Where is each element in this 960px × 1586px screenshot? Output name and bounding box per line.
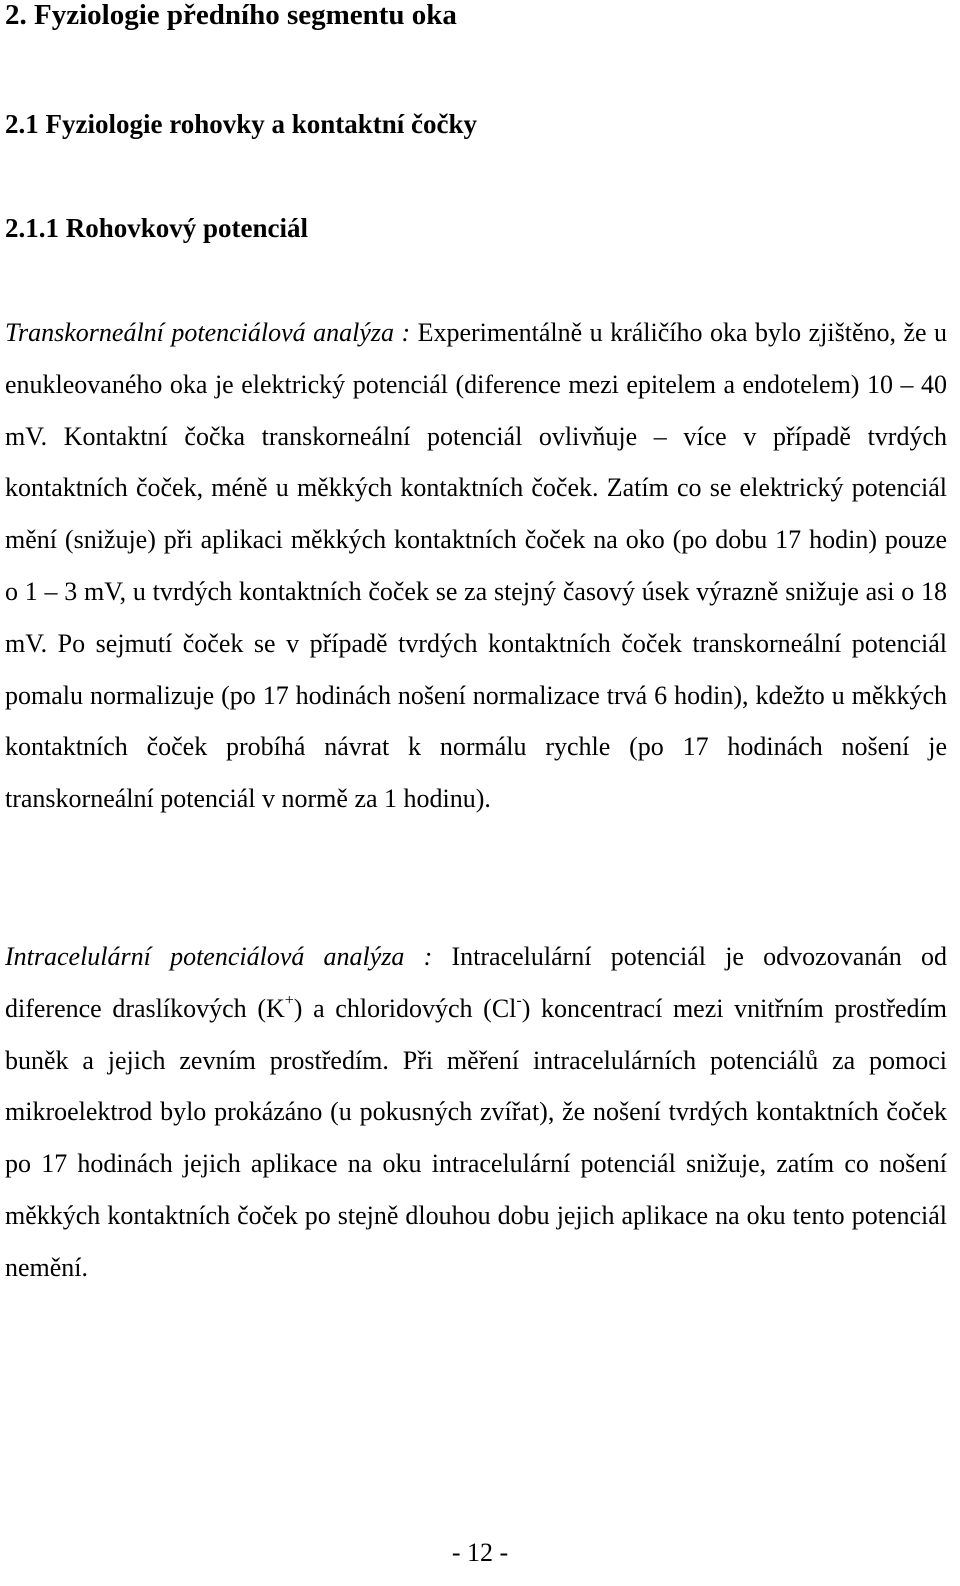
paragraph-text-part-a: Intracelulární potenciál je odvozovanán od diference draslíkových (K — [5, 942, 947, 1023]
paragraph-intracellular-potential — [5, 931, 947, 1294]
chloride-charge-superscript: - — [516, 991, 522, 1009]
potassium-charge-superscript: + — [284, 991, 294, 1009]
paragraph-text-part-b: ) a chloridových (Cl — [293, 993, 517, 1023]
page-number: - 12 - — [451, 1538, 509, 1567]
subsection-heading: 2.1.1 Rohovkový potenciál — [5, 213, 309, 243]
chapter-heading: 2. Fyziologie předního segmentu oka — [5, 0, 457, 31]
paragraph-text: Experimentálně u králičího oka bylo zjištěno, že u enukleovaného oka je elektrický potenciál (diference mezi epitelem a endotelem) 10 – 40 mV. Kontaktní čočka transkorneální potenciál ovlivňuje – více v případě tvrdých kontaktních čoček, méně u měkkých kontaktních čoček. Zatím co se elektrický potenciál mění (snižuje) při aplikaci měkkých kontaktních čoček na oko (po dobu 17 hodin) pouze o 1 – 3 mV, u tvrdých kontaktních čoček se za stejný časový úsek výrazně snižuje asi o 18 mV. Po sejmutí čoček se v případě tvrdých kontaktních čoček transkorneální potenciál pomalu normalizuje (po 17 hodinách nošení normalizace trvá 6 hodin), kdežto u měkkých kontaktních čoček probíhá návrat k normálu rychle (po 17 hodinách nošení je transkorneální potenciál v normě za 1 hodinu). — [5, 318, 948, 814]
paragraph-text-part-c: ) koncentrací mezi vnitřním prostředím buněk a jejich zevním prostředím. Při měření intracelulárních potenciálů za pomoci mikroelektrod bylo prokázáno (u pokusných zvířat), že nošení tvrdých kontaktních čoček po 17 hodinách jejich aplikace na oku intracelulární potenciál snižuje, zatím co nošení měkkých kontaktních čoček po stejně dlouhou dobu jejich aplikace na oku tento potenciál nemění. — [5, 993, 948, 1282]
term-intracellular-analysis: Intracelulární potenciálová analýza : — [5, 942, 433, 971]
section-heading: 2.1 Fyziologie rohovky a kontaktní čočky — [5, 109, 478, 139]
term-transcorneal-analysis: Transkorneální potenciálová analýza : — [5, 318, 411, 347]
paragraph-transcorneal-potential — [5, 307, 947, 825]
